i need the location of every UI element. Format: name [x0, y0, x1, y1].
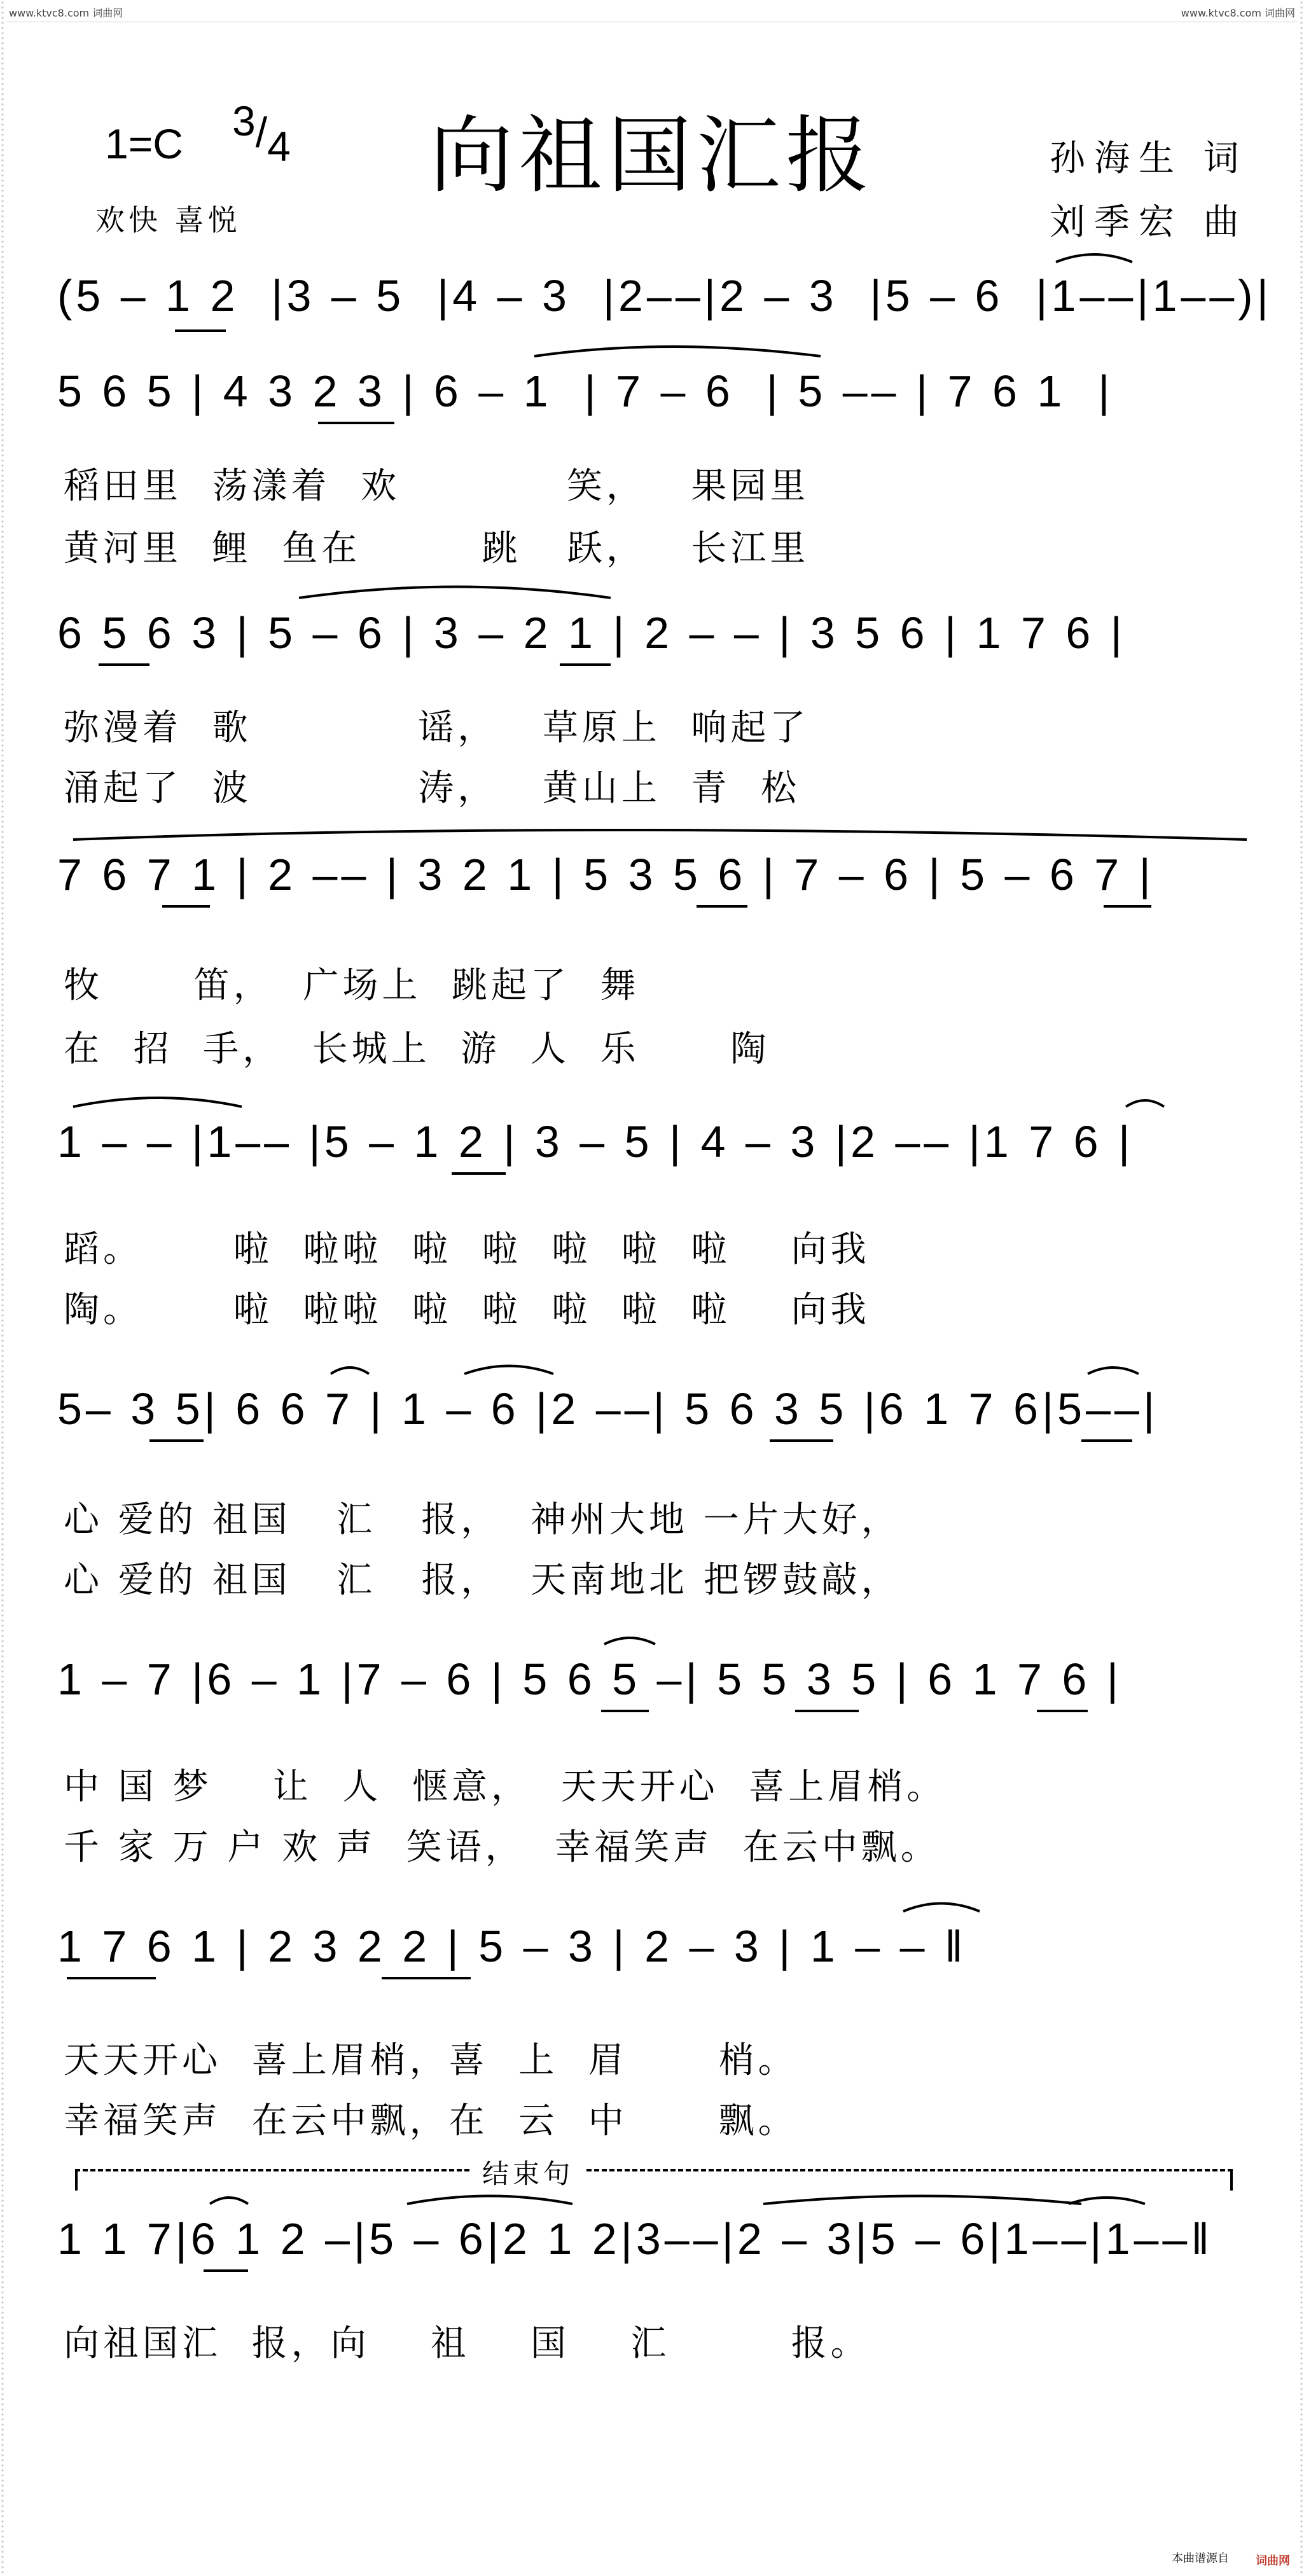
ending-label: 结束句: [471, 2153, 585, 2191]
notation-line: 1 – – |1–– |5 – 1 2 | 3 – 5 | 4 – 3 |2 –– |1 7 6 |: [57, 1117, 1134, 1167]
lyric-line: 牧 笛， 广场上 跳起了 舞: [64, 965, 640, 1006]
ending-bracket-left: [75, 2169, 78, 2191]
page-border-right: [1299, 0, 1304, 2576]
tie-slur: [299, 587, 611, 599]
lyric-line: 在 招 手， 长城上 游 人 乐 陶: [64, 1028, 770, 1070]
notation-line: 6 5 6 3 | 5 – 6 | 3 – 2 1 | 2 – – | 3 5 6 | 1 7 6 |: [57, 608, 1126, 658]
ending-bracket-right: [1230, 2169, 1233, 2191]
lyric-line: 心 爱的 祖国 汇 报， 天南地北 把锣鼓敲，: [64, 1560, 901, 1601]
lyric-line: 天天开心 喜上眉梢，喜 上 眉 梢。: [64, 2040, 798, 2081]
ending-bracket-line: [75, 2169, 1233, 2171]
tempo-marking: 欢快 喜悦: [95, 203, 241, 237]
lyric-line: 中 国 梦 让 人 惬意， 天天开心 喜上眉梢。: [64, 1766, 947, 1808]
tie-slur: [73, 830, 1247, 840]
lyric-line: 陶。 啦 啦啦 啦 啦 啦 啦 啦 向我: [64, 1289, 870, 1331]
site-url-right: www.ktvc8.com 词曲网: [1181, 7, 1295, 19]
lyric-line: 弥漫着 歌 谣， 草原上 响起了: [64, 707, 810, 749]
tie-slur: [604, 1638, 655, 1644]
notation-line: 1 – 7 |6 – 1 |7 – 6 | 5 6 5 –| 5 5 3 5 | 6 1 7 6 |: [57, 1654, 1122, 1704]
key-signature: 1=C: [105, 120, 183, 167]
time-signature: 3/4: [232, 97, 291, 170]
lyric-line: 黄河里 鲤 鱼在 跳 跃， 长江里: [64, 528, 810, 569]
notation-line: 1 1 7|6 1 2 –|5 – 6|2 1 2|3––|2 – 3|5 – 6|1––|1––‖: [57, 2214, 1214, 2264]
meter-numerator: 3: [232, 97, 256, 144]
lyric-line: 幸福笑声 在云中飘，在 云 中 飘。: [64, 2100, 798, 2142]
page-border-left: [0, 0, 5, 2576]
lyric-line: 蹈。 啦 啦啦 啦 啦 啦 啦 啦 向我: [64, 1229, 870, 1270]
lyric-line: 千 家 万 户 欢 声 笑语， 幸福笑声 在云中飘。: [64, 1827, 940, 1868]
notation-line: (5 – 1 2 |3 – 5 |4 – 3 |2––|2 – 3 |5 – 6 |1––|1––)|: [57, 271, 1272, 321]
song-title: 向祖国汇报: [429, 107, 875, 205]
tie-slur: [210, 2198, 248, 2204]
notation-line: 7 6 7 1 | 2 –– | 3 2 1 | 5 3 5 6 | 7 – 6 | 5 – 6 7 |: [57, 850, 1155, 899]
lyric-line: 涌起了 波 涛， 黄山上 青 松: [64, 768, 801, 809]
tie-slur: [534, 347, 821, 356]
notation-line: 5 6 5 | 4 3 2 3 | 6 – 1 | 7 – 6 | 5 –– | 7 6 1 |: [57, 366, 1114, 416]
tie-slur: [464, 1366, 553, 1375]
lyric-line: 心 爱的 祖国 汇 报， 神州大地 一片大好，: [64, 1499, 901, 1541]
tie-slur: [1088, 1368, 1139, 1374]
notation-line: 5– 3 5| 6 6 7 | 1 – 6 |2 ––| 5 6 3 5 |6 1 7 6|5––|: [57, 1384, 1159, 1434]
site-logo: 词曲网: [1256, 2554, 1290, 2568]
tie-slur: [1056, 254, 1132, 262]
meter-denominator: 4: [267, 123, 291, 170]
tie-slur: [1126, 1100, 1164, 1107]
tie-slur: [1069, 2198, 1145, 2204]
tie-slur: [73, 1098, 242, 1107]
tie-slur: [763, 2196, 1081, 2205]
lyric-line: 稻田里 荡漾着 欢 笑， 果园里: [64, 466, 810, 507]
source-note: 本曲谱源自: [1172, 2552, 1229, 2565]
tie-slur: [331, 1368, 369, 1374]
notation-line: 1 7 6 1 | 2 3 2 2 | 5 – 3 | 2 – 3 | 1 – – ‖: [57, 1922, 967, 1971]
site-url-left: www.ktvc8.com 词曲网: [9, 7, 123, 19]
tie-slur: [903, 1904, 980, 1912]
lyric-line: 向祖国汇 报，向 祖 国 汇 报。: [64, 2323, 870, 2364]
composer-credit: 刘季宏 曲: [1050, 202, 1248, 243]
lyricist-credit: 孙海生 词: [1050, 138, 1248, 179]
tie-slur: [407, 2196, 572, 2205]
